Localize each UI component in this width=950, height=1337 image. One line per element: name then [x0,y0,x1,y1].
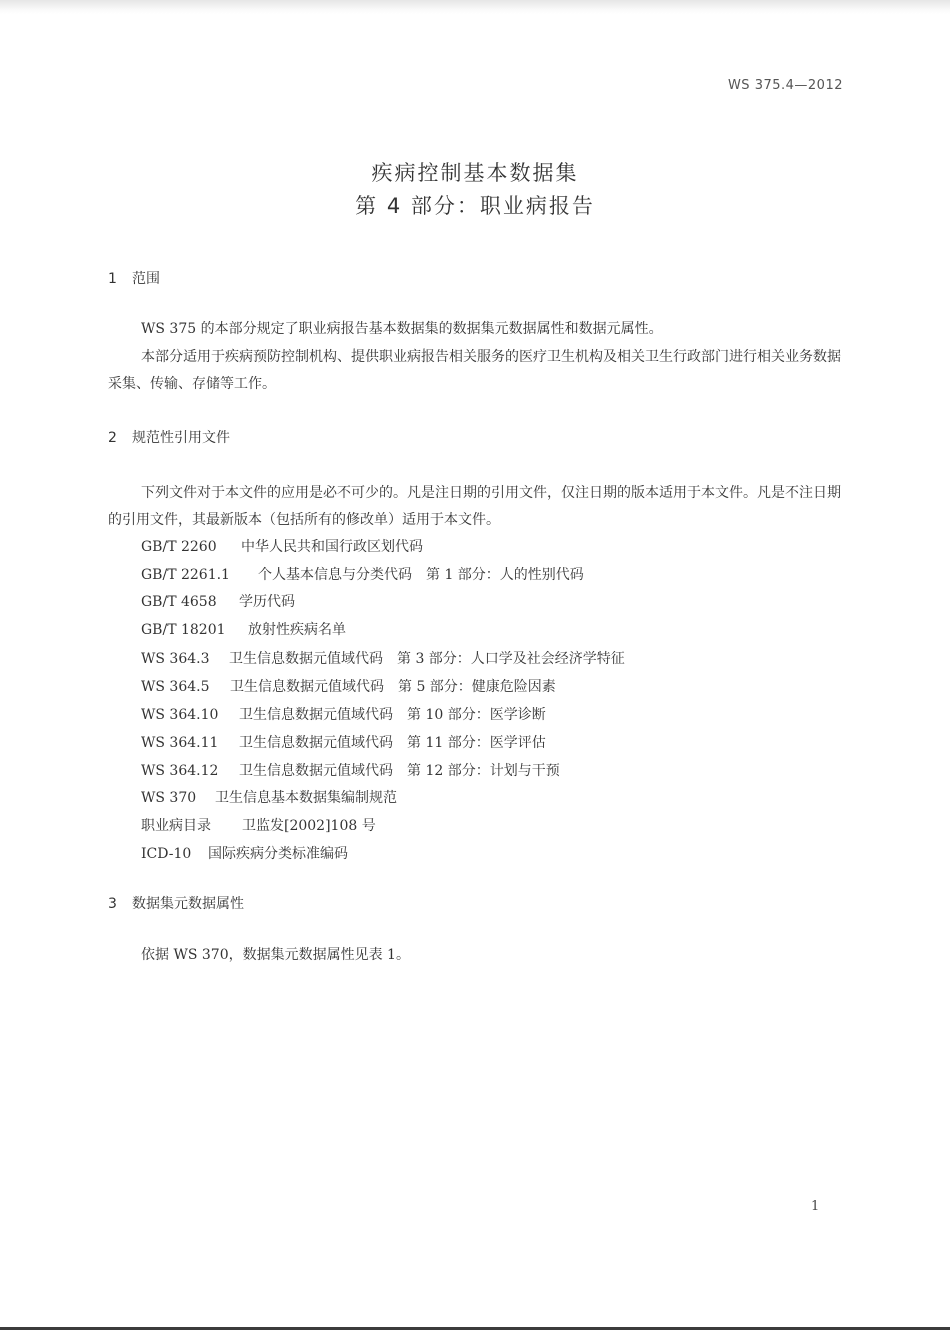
reference-code: WS 364.3 [141,651,210,667]
section-heading-scope [108,268,160,288]
reference-code: WS 370 [141,790,197,806]
paragraph: WS 375 的本部分规定了职业病报告基本数据集的数据集元数据属性和数据元属性。 [141,321,663,337]
reference-item [141,704,546,724]
reference-title: 卫监发[2002]108 号 [242,818,376,834]
reference-title: 卫生信息数据元值域代码 第 5 部分：健康危险因素 [230,679,556,695]
document-subtitle: 第 4 部分：职业病报告 [355,194,595,218]
reference-item [141,760,560,780]
reference-code: GB/T 2260 [141,539,217,555]
reference-item [141,619,346,639]
reference-title: 放射性疾病名单 [248,622,346,638]
section-title: 规范性引用文件 [132,430,230,446]
reference-code: WS 364.11 [141,735,219,751]
paragraph: 本部分适用于疾病预防控制机构、提供职业病报告相关服务的医疗卫生机构及相关卫生行政部门进行相关业务数据采集、传输、存储等工作。 [108,349,841,392]
reference-title: 个人基本信息与分类代码 第 1 部分：人的性别代码 [258,567,584,583]
reference-title: 卫生信息数据元值域代码 第 3 部分：人口学及社会经济学特征 [229,651,625,667]
reference-code: 职业病目录 [141,818,211,834]
section-heading-normative-references [108,427,230,447]
section-number: 1 [108,271,117,287]
section-heading-dataset-metadata [108,893,244,913]
reference-code: GB/T 18201 [141,622,226,638]
reference-title: 国际疾病分类标准编码 [208,846,348,862]
reference-item [141,536,423,556]
reference-title: 卫生信息数据元值域代码 第 11 部分：医学评估 [239,735,546,751]
reference-title: 卫生信息基本数据集编制规范 [215,790,397,806]
page-number: 1 [811,1199,820,1214]
reference-code: WS 364.10 [141,707,219,723]
section-number: 3 [108,896,117,912]
reference-item [141,732,546,752]
reference-code: GB/T 4658 [141,594,217,610]
reference-item [141,815,376,835]
reference-item [141,648,625,668]
reference-title: 学历代码 [239,594,295,610]
reference-item [141,591,295,611]
section-title: 数据集元数据属性 [132,896,244,912]
section-number: 2 [108,430,117,446]
reference-title: 卫生信息数据元值域代码 第 12 部分：计划与干预 [239,763,560,779]
paragraph: 依据 WS 370，数据集元数据属性见表 1。 [141,947,410,963]
scan-edge-top [0,0,950,14]
reference-code: GB/T 2261.1 [141,567,230,583]
reference-title: 中华人民共和国行政区划代码 [241,539,423,555]
reference-item [141,843,348,863]
scan-edge-bottom [0,1327,950,1330]
standard-code: WS 375.4—2012 [727,78,843,93]
paragraph: 下列文件对于本文件的应用是必不可少的。凡是注日期的引用文件，仅注日期的版本适用于本文件。凡是不注日期的引用文件，其最新版本（包括所有的修改单）适用于本文件。 [108,485,841,528]
reference-code: WS 364.5 [141,679,210,695]
reference-code: ICD-10 [141,846,192,862]
reference-item [141,564,584,584]
reference-code: WS 364.12 [141,763,219,779]
reference-item [141,787,397,807]
reference-item [141,676,556,696]
section-title: 范围 [132,271,160,287]
document-title: 疾病控制基本数据集 [371,161,579,185]
reference-title: 卫生信息数据元值域代码 第 10 部分：医学诊断 [239,707,546,723]
